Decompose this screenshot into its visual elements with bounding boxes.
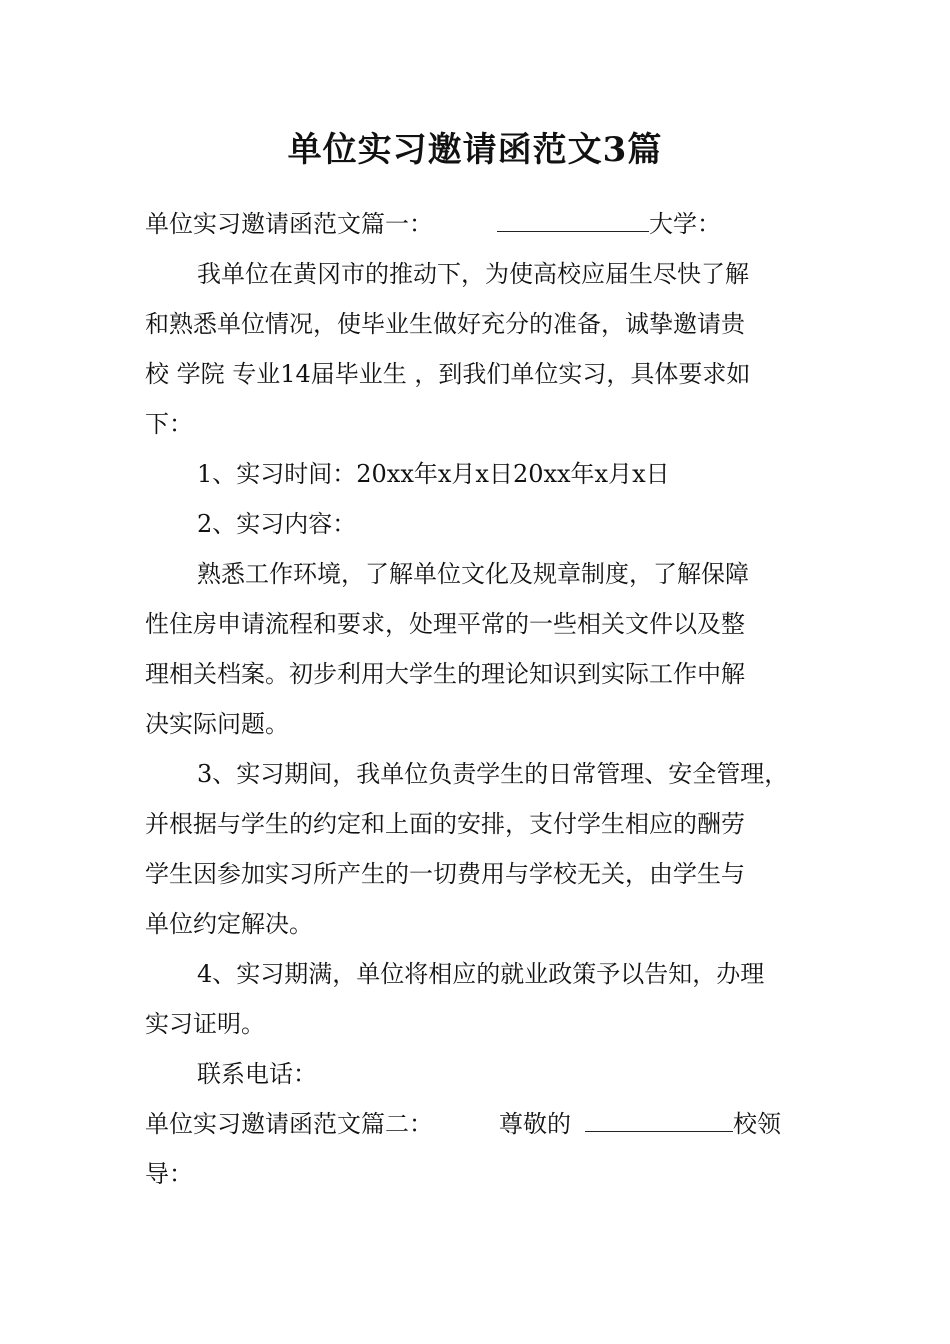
- document-body: [145, 199, 810, 1199]
- university-suffix: 大学：: [649, 210, 721, 238]
- item-internship-time: 1、实习时间：20xx年x月x日20xx年x月x日: [197, 460, 670, 488]
- respect-label: 尊敬的: [499, 1110, 571, 1138]
- section-one-heading: 单位实习邀请函范文篇一：: [145, 210, 433, 238]
- content-line: 性住房申请流程和要求，处理平常的一些相关文件以及整: [145, 610, 745, 638]
- item-line: 并根据与学生的约定和上面的安排，支付学生相应的酬劳: [145, 810, 745, 838]
- school-blank: [585, 1109, 733, 1132]
- item-internship-period: 3、实习期间，我单位负责学生的日常管理、安全管理，: [197, 760, 789, 788]
- item-line: 实习证明。: [145, 1010, 265, 1038]
- paragraph-line: 我单位在黄冈市的推动下，为使高校应届生尽快了解: [197, 260, 749, 288]
- section-one-heading-line: [145, 199, 810, 249]
- university-blank: [497, 209, 649, 232]
- item-line: 单位约定解决。: [145, 910, 313, 938]
- paragraph-line: 校 学院 专业14届毕业生 ，到我们单位实习，具体要求如: [145, 360, 751, 388]
- paragraph-line: 下：: [145, 410, 193, 438]
- item-internship-end: 4、实习期满，单位将相应的就业政策予以告知，办理: [197, 960, 765, 988]
- content-line: 熟悉工作环境，了解单位文化及规章制度，了解保障: [197, 560, 749, 588]
- section-two-heading-line: [145, 1099, 810, 1149]
- content-line: 理相关档案。初步利用大学生的理论知识到实际工作中解: [145, 660, 745, 688]
- item-line: 学生因参加实习所产生的一切费用与学校无关，由学生与: [145, 860, 745, 888]
- contact-phone-label: 联系电话：: [197, 1060, 317, 1088]
- section-two-heading: 单位实习邀请函范文篇二：: [145, 1110, 433, 1138]
- content-line: 决实际问题。: [145, 710, 289, 738]
- leader-suffix: 校领: [733, 1110, 781, 1138]
- section-two-line: 导：: [145, 1160, 193, 1188]
- paragraph-line: 和熟悉单位情况，使毕业生做好充分的准备，诚挚邀请贵: [145, 310, 745, 338]
- item-internship-content: 2、实习内容：: [197, 510, 357, 538]
- page-title: 单位实习邀请函范文3篇: [287, 130, 663, 170]
